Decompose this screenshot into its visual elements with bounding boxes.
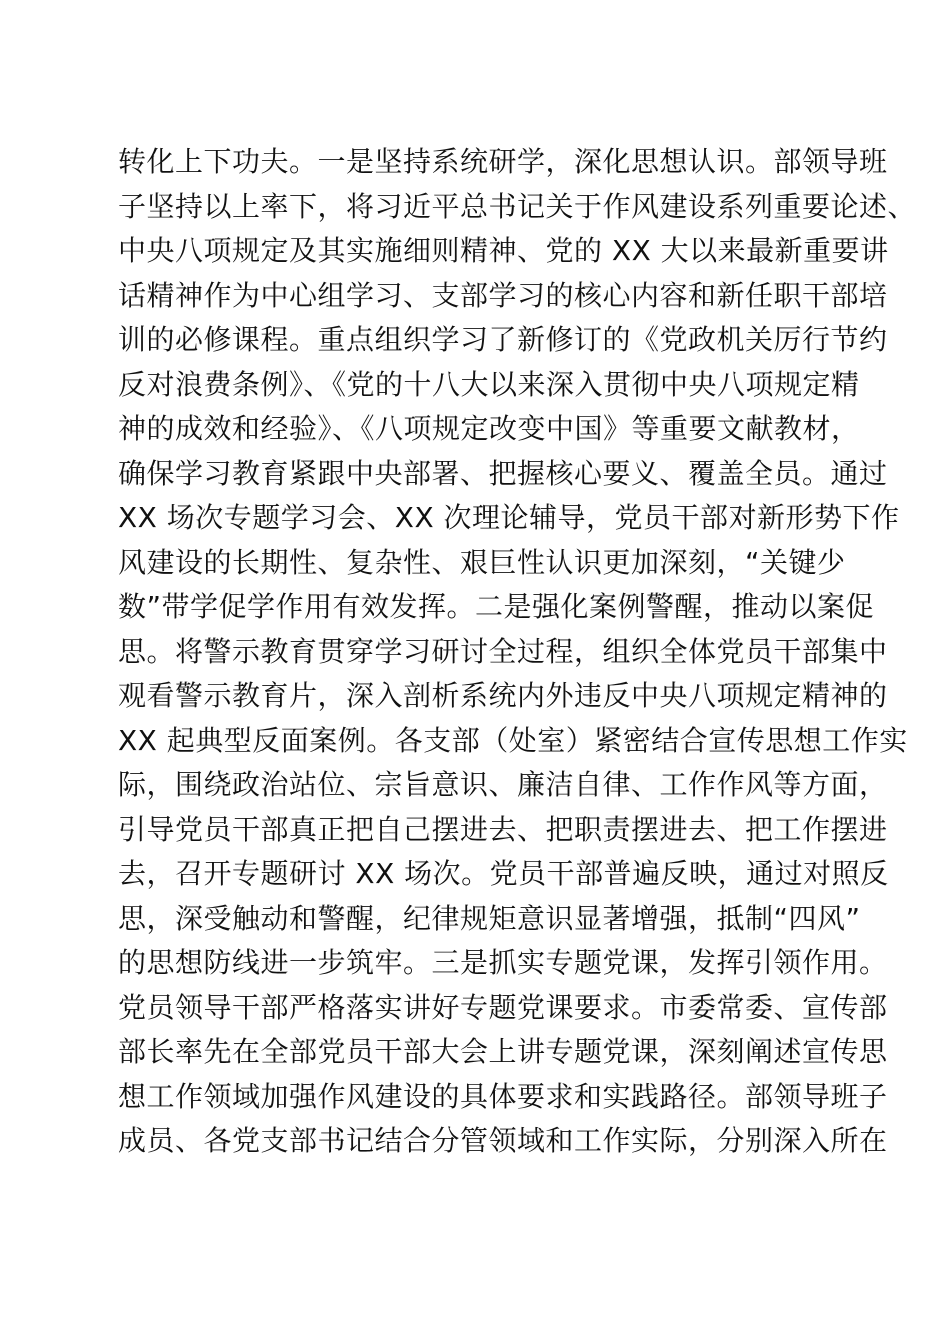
text-line: 去，召开专题研讨 XX 场次。党员干部普遍反映，通过对照反 <box>118 857 889 890</box>
text-line: 的思想防线进一步筑牢。三是抓实专题党课，发挥引领作用。 <box>118 946 888 979</box>
text-line: 党员领导干部严格落实讲好专题党课要求。市委常委、宣传部 <box>118 990 888 1024</box>
text-line: 思，深受触动和警醒，纪律规矩意识显著增强，抵制“四风” <box>118 901 861 935</box>
text-line: 子坚持以上率下，将习近平总书记关于作风建设系列重要论述、 <box>118 189 917 223</box>
text-line: 训的必修课程。重点组织学习了新修订的《党政机关厉行节约 <box>118 323 888 356</box>
text-line: 成员、各党支部书记结合分管领域和工作实际，分别深入所在 <box>118 1124 888 1157</box>
text-line: 想工作领域加强作风建设的具体要求和实践路径。部领导班子 <box>118 1079 888 1113</box>
text-line: 引导党员干部真正把自己摆进去、把职责摆进去、把工作摆进 <box>118 812 888 846</box>
text-line: 观看警示教育片，深入剖析系统内外违反中央八项规定精神的 <box>118 679 888 712</box>
text-line: 话精神作为中心组学习、支部学习的核心内容和新任职干部培 <box>118 278 888 312</box>
text-line: 转化上下功夫。一是坚持系统研学，深化思想认识。部领导班 <box>118 145 888 178</box>
text-line: 思。将警示教育贯穿学习研讨全过程，组织全体党员干部集中 <box>118 634 888 668</box>
text-line: XX 起典型反面案例。各支部（处室）紧密结合宣传思想工作实 <box>118 723 908 757</box>
text-line: 反对浪费条例》、《党的十八大以来深入贯彻中央八项规定精 <box>118 367 860 401</box>
text-line: 风建设的长期性、复杂性、艰巨性认识更加深刻，“关键少 <box>118 545 846 579</box>
text-line: XX 场次专题学习会、XX 次理论辅导，党员干部对新形势下作 <box>118 501 900 534</box>
text-line: 神的成效和经验》、《八项规定改变中国》等重要文献教材， <box>118 412 860 445</box>
text-line: 部长率先在全部党员干部大会上讲专题党课，深刻阐述宣传思 <box>118 1035 888 1068</box>
body-paragraph <box>118 140 917 1164</box>
text-line: 际，围绕政治站位、宗旨意识、廉洁自律、工作作风等方面， <box>118 768 888 801</box>
text-line: 中央八项规定及其实施细则精神、党的 XX 大以来最新重要讲 <box>118 234 889 267</box>
text-line: 确保学习教育紧跟中央部署、把握核心要义、覆盖全员。通过 <box>118 456 888 490</box>
text-line: 数”带学促学作用有效发挥。二是强化案例警醒，推动以案促 <box>118 590 875 623</box>
